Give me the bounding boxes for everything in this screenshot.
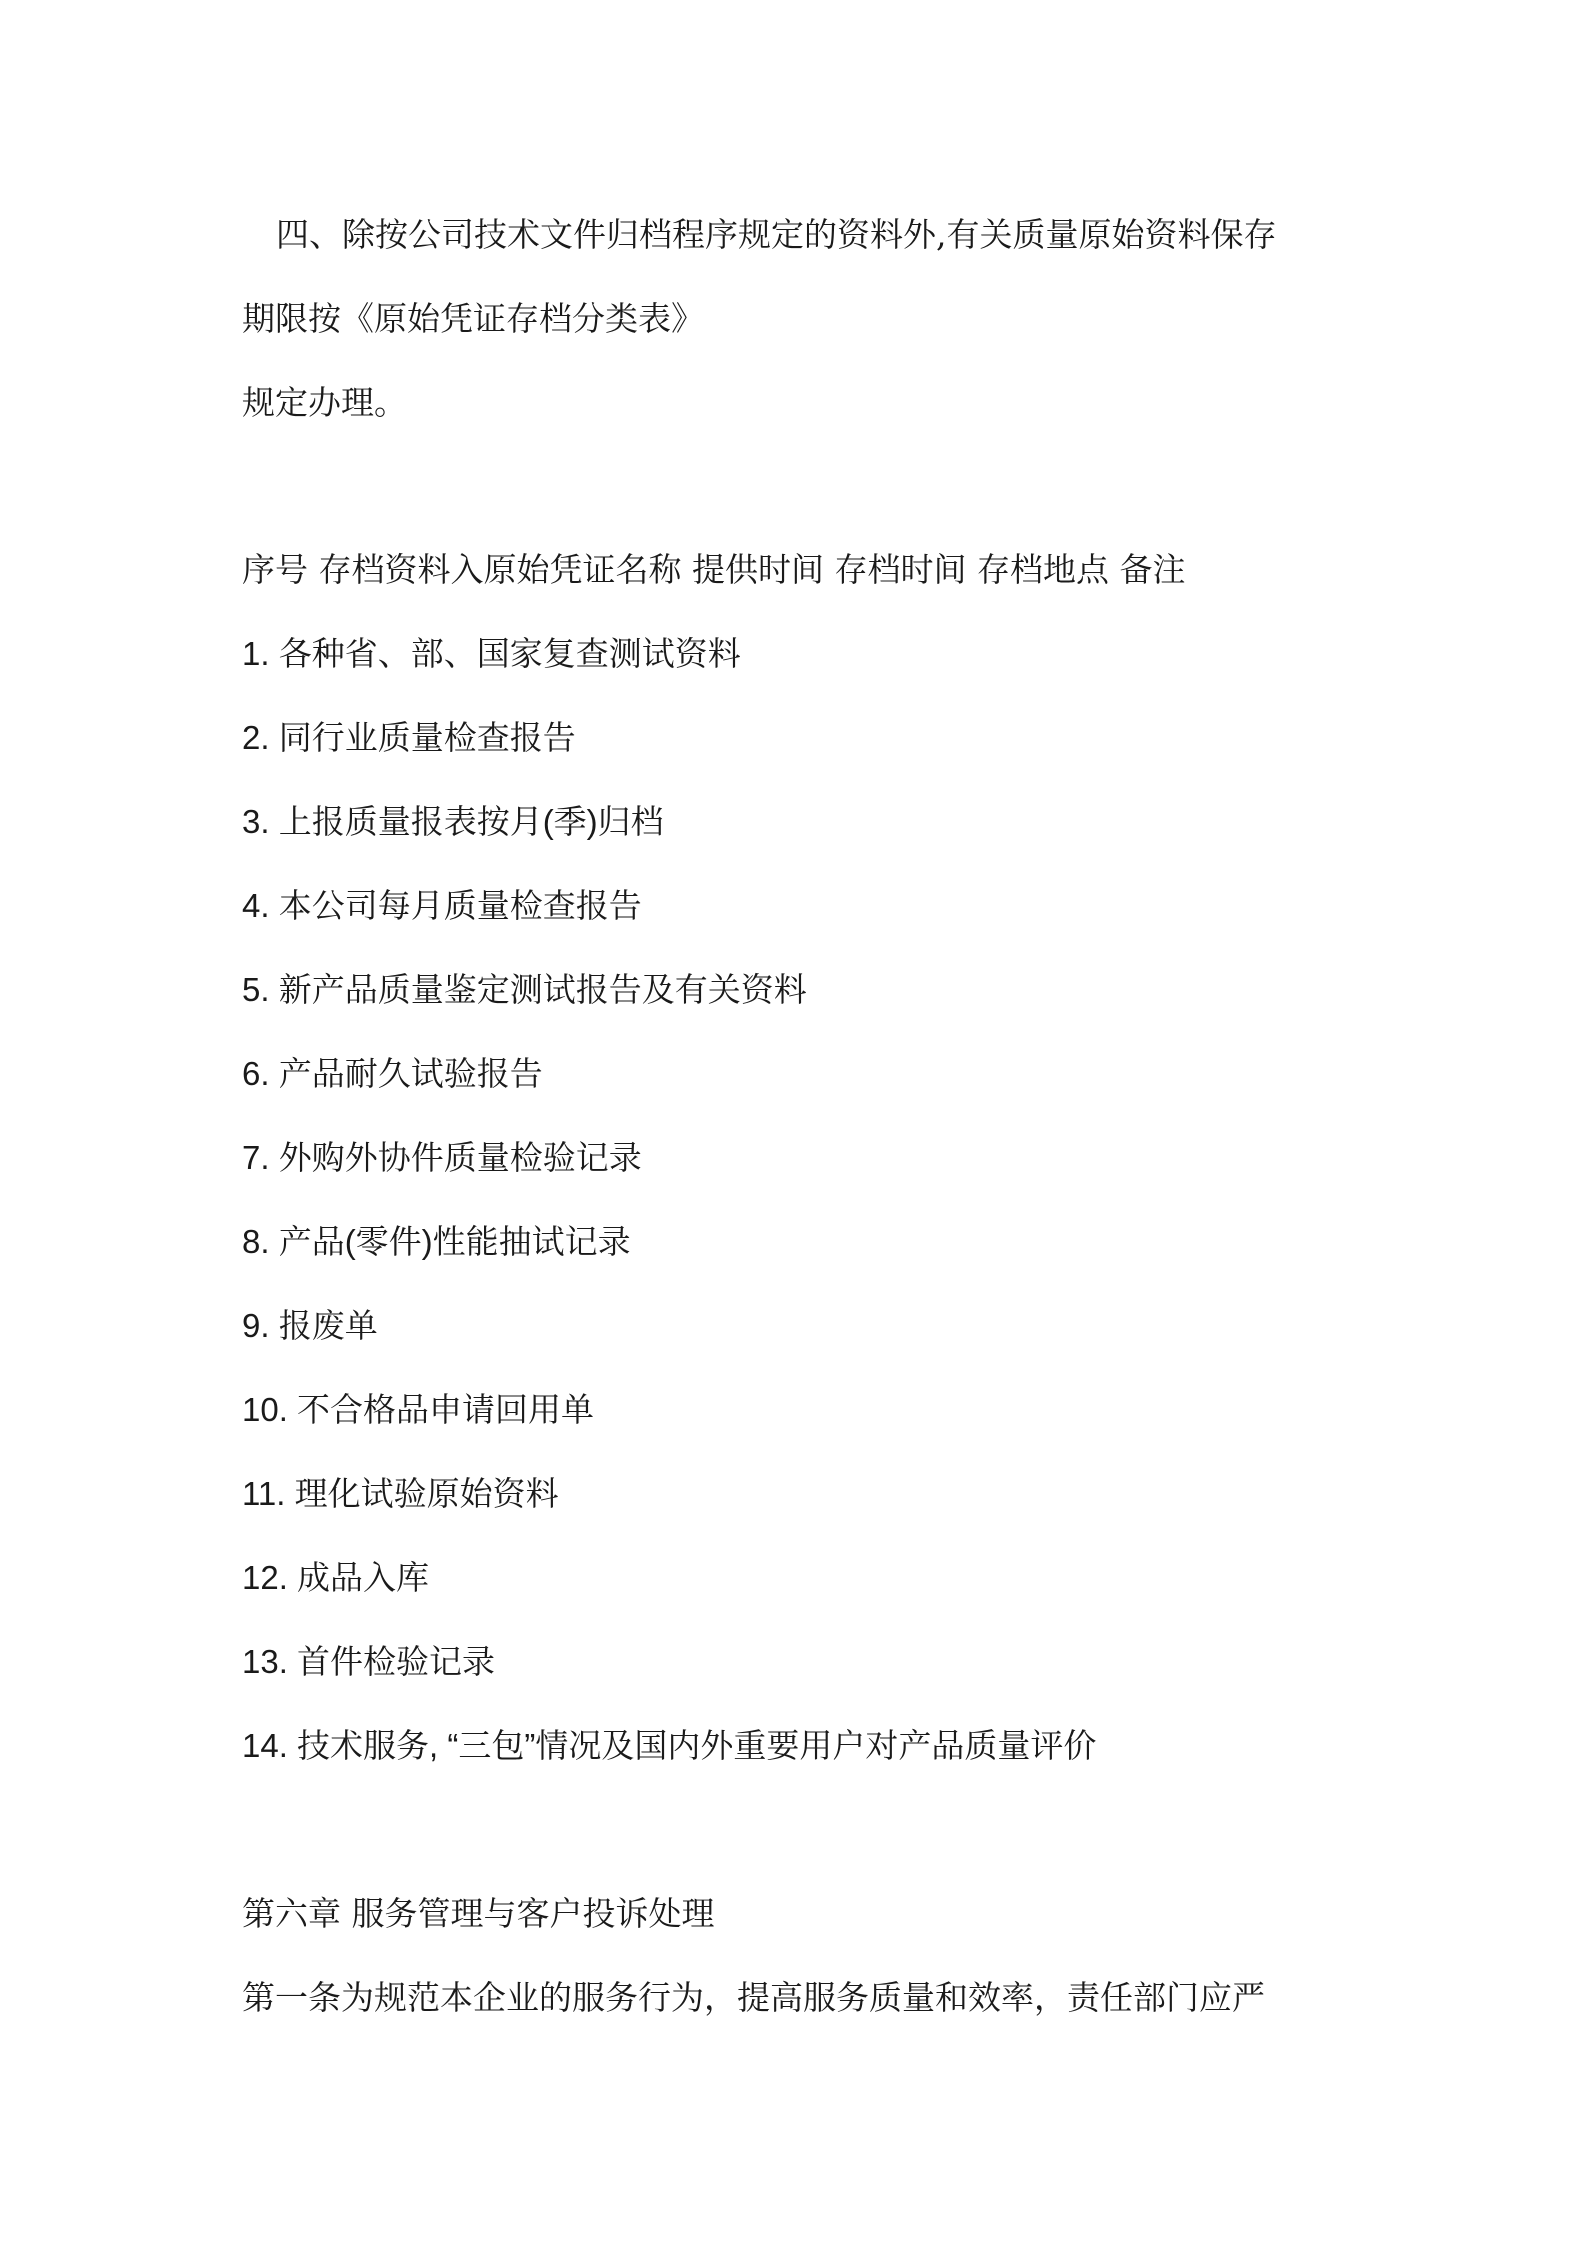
archive-table-header: 序号 存档资料入原始凭证名称 提供时间 存档时间 存档地点 备注 — [242, 550, 1186, 589]
chapter-six-first-line: 第一条为规范本企业的服务行为，提高服务质量和效率，责任部门应严 — [242, 1978, 1265, 2017]
list-item: 7. 外购外协件质量检验记录 — [242, 1139, 642, 1176]
list-item: 8. 产品(零件)性能抽试记录 — [242, 1223, 631, 1260]
list-item: 2. 同行业质量检查报告 — [242, 719, 576, 756]
chapter-six-title: 第六章 服务管理与客户投诉处理 — [242, 1894, 715, 1933]
paragraph-four-line-1: 四、除按公司技术文件归档程序规定的资料外,有关质量原始资料保存 — [276, 215, 1277, 254]
list-item: 5. 新产品质量鉴定测试报告及有关资料 — [242, 971, 807, 1008]
list-item: 10. 不合格品申请回用单 — [242, 1391, 595, 1428]
list-item: 1. 各种省、部、国家复查测试资料 — [242, 635, 741, 672]
list-item: 14. 技术服务, “三包”情况及国内外重要用户对产品质量评价 — [242, 1727, 1097, 1764]
list-item: 12. 成品入库 — [242, 1559, 430, 1596]
list-item: 6. 产品耐久试验报告 — [242, 1055, 543, 1092]
list-item: 3. 上报质量报表按月(季)归档 — [242, 803, 664, 840]
list-item: 11. 理化试验原始资料 — [242, 1475, 559, 1512]
list-item: 13. 首件检验记录 — [242, 1643, 496, 1680]
list-item: 9. 报废单 — [242, 1307, 378, 1344]
list-item: 4. 本公司每月质量检查报告 — [242, 887, 642, 924]
paragraph-four-line-3: 规定办理。 — [242, 383, 407, 422]
paragraph-four-line-2: 期限按《原始凭证存档分类表》 — [242, 299, 704, 338]
